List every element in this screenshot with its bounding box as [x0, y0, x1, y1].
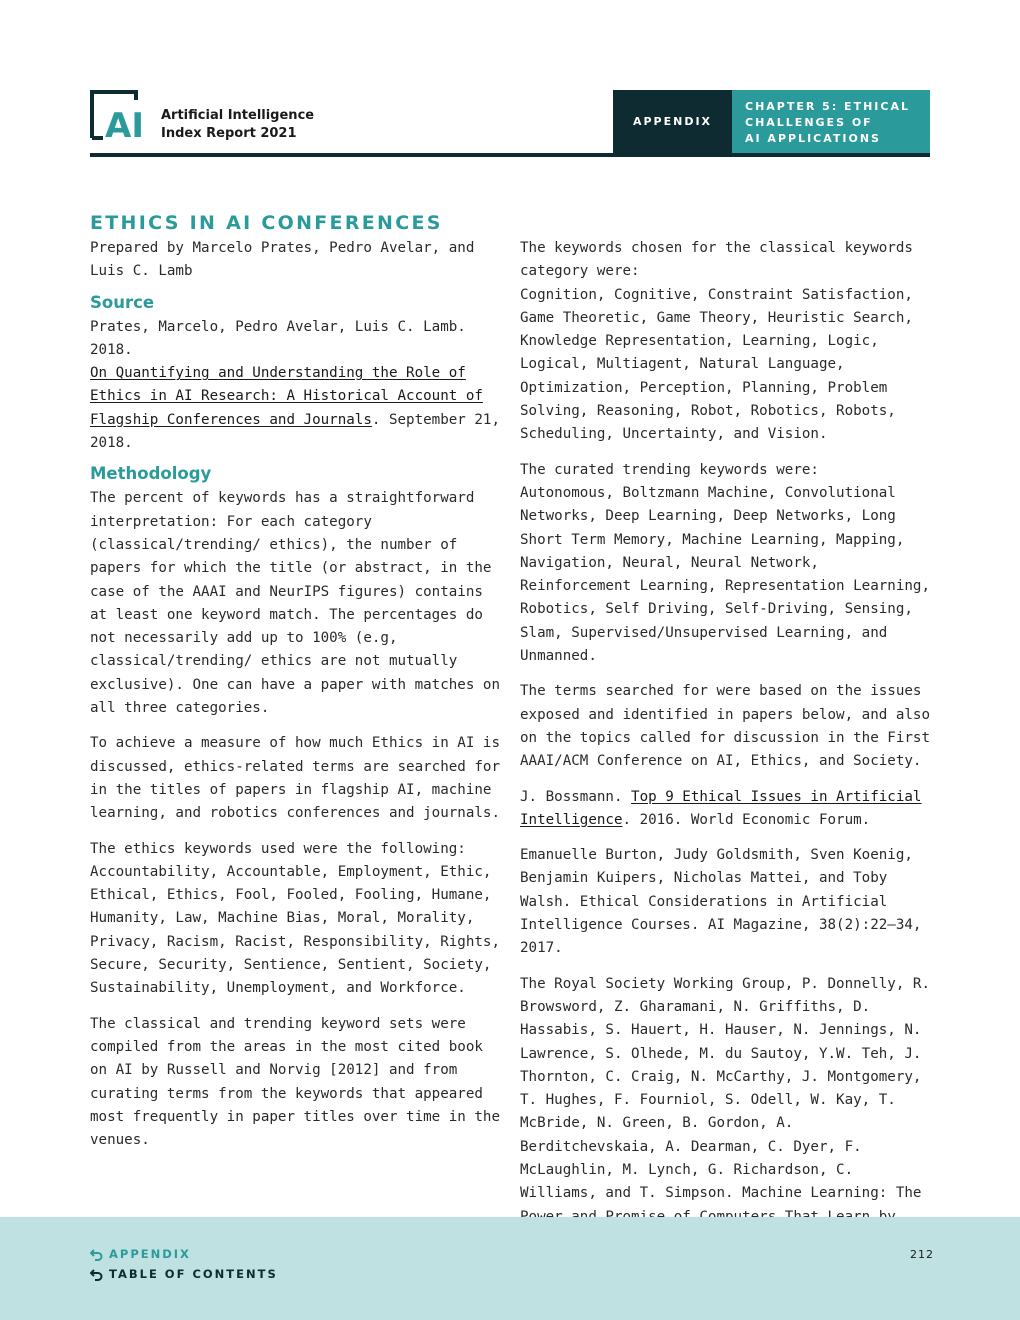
reference-1-rest: . 2016. World Economic Forum.	[622, 811, 871, 828]
trending-keywords-list: Autonomous, Boltzmann Machine, Convolutional Networks, Deep Learning, Deep Networks, Long Short Term Memory, Machine Learning, Mapping, Navigation, Neural, Neural Network, Reinforcement Learning, Representation Learning, Robotics, Self Driving, Self-Driving, Sensing, Slam, Supervised/Unsupervised Learning, and Unmanned.	[520, 484, 930, 665]
trending-keywords	[520, 459, 935, 669]
header-divider	[90, 153, 930, 157]
report-title	[161, 107, 314, 143]
source-citation	[90, 316, 505, 456]
left-column	[90, 237, 505, 1164]
methodology-paragraph-1: The percent of keywords has a straightforward interpretation: For each category (classical/trending/ ethics), the number of papers for which the title (or abstract, in the case of the AAAI and NeurIPS figures) contains at least one keyword match. The percentages do not necessarily add up to 100% (e.g, classical/trending/ ethics are not mutually exclusive). One can have a paper with matches on all three categories.	[90, 490, 500, 717]
return-arrow-icon	[90, 1248, 103, 1261]
chapter-line2: CHALLENGES OF	[745, 116, 873, 129]
ai-index-logo	[90, 90, 146, 140]
appendix-tab[interactable]: APPENDIX	[613, 90, 732, 153]
ethics-keywords	[90, 838, 505, 1001]
methodology-paragraph-4: The classical and trending keyword sets were compiled from the areas in the most cited book on AI by Russell and Norvig [2012] and from curating terms from the keywords that appeared most frequently in paper titles over time in the venues.	[90, 1015, 500, 1149]
section-title: ETHICS IN AI CONFERENCES	[90, 212, 443, 234]
source-authors: Prates, Marcelo, Pedro Avelar, Luis C. Lamb. 2018.	[90, 318, 466, 358]
ethics-keywords-list: Accountability, Accountable, Employment, Ethic, Ethical, Ethics, Fool, Fooled, Fooling, Humane, Humanity, Law, Machine Bias, Moral, Morality, Privacy, Racism, Racist, Responsibility, Rights, Secure, Security, Sentience, Sentient, Society, Sustainability, Unemployment, and Workforce.	[90, 863, 500, 997]
methodology-heading: Methodology	[90, 464, 212, 484]
classical-keywords	[520, 237, 935, 447]
source-link[interactable]: On Quantifying and Understanding the Role of Ethics in AI Research: A Historical Account of Flagship Conferences and Journals	[90, 365, 483, 428]
reference-1-author: J. Bossmann.	[520, 788, 632, 805]
terms-paragraph: The terms searched for were based on the issues exposed and identified in papers below, and also on the topics called for discussion in the First AAAI/ACM Conference on AI, Ethics, and Society.	[520, 683, 930, 770]
footer-appendix-label: APPENDIX	[109, 1247, 191, 1261]
logo-text: AI	[105, 106, 144, 140]
footer-appendix-link[interactable]	[90, 1247, 191, 1261]
source-heading: Source	[90, 292, 155, 312]
chapter-line1: CHAPTER 5: ETHICAL	[745, 100, 910, 113]
methodology-paragraph-2: To achieve a measure of how much Ethics in AI is discussed, ethics-related terms are searched for in the titles of papers in flagship AI, machine learning, and robotics conferences and journals.	[90, 735, 500, 822]
report-title-line1: Artificial Intelligence	[161, 108, 315, 123]
classical-keywords-intro: The keywords chosen for the classical keywords category were:	[520, 240, 913, 280]
chapter-line3: AI APPLICATIONS	[745, 132, 881, 145]
ethics-keywords-intro: The ethics keywords used were the following:	[90, 840, 466, 857]
footer-toc-link[interactable]	[90, 1267, 278, 1281]
report-title-line2: Index Report 2021	[161, 126, 297, 141]
reference-1-link[interactable]: Top 9 Ethical Issues in Artificial Intelligence	[520, 788, 922, 828]
chapter-tab[interactable]	[732, 90, 930, 153]
trending-keywords-intro: The curated trending keywords were:	[520, 461, 819, 478]
reference-3: The Royal Society Working Group, P. Donnelly, R. Browsword, Z. Gharamani, N. Griffiths, D. Hassabis, S. Hauert, H. Hauser, N. Jennings, N. Lawrence, S. Olhede, M. du Sautoy, Y.W. Teh, J. Thornton, C. Craig, N. McCarthy, J. Montgomery, T. Hughes, F. Fourniol, S. Odell, W. Kay, T. McBride, N. Green, B. Gordon, A. Berditchevskaia, A. Dearman, C. Dyer, F. McLaughlin, M. Lynch, G. Richardson, C. Williams, and T. Simpson. Machine Learning: The	[520, 975, 930, 1202]
reference-2: Emanuelle Burton, Judy Goldsmith, Sven Koenig, Benjamin Kuipers, Nicholas Mattei, and Toby Walsh. Ethical Considerations in Artificial Intelligence Courses. AI Magazine, 38(2):22–34, 2017.	[520, 847, 922, 957]
right-column	[520, 237, 935, 1264]
classical-keywords-list: Cognition, Cognitive, Constraint Satisfaction, Game Theoretic, Game Theory, Heuristic Search, Knowledge Representation, Learning, Logic, Logical, Multiagent, Natural Language, Optimization, Perception, Planning, Problem Solving, Reasoning, Robot, Robotics, Robots, Scheduling, Uncertainty, and Vision.	[520, 286, 913, 443]
return-arrow-icon	[90, 1268, 103, 1281]
page-number: 212	[910, 1248, 934, 1261]
reference-1	[520, 786, 935, 833]
prepared-by: Prepared by Marcelo Prates, Pedro Avelar, and Luis C. Lamb	[90, 240, 475, 280]
footer-toc-label: TABLE OF CONTENTS	[109, 1267, 278, 1281]
source-date: . September 21, 2018.	[90, 411, 500, 452]
